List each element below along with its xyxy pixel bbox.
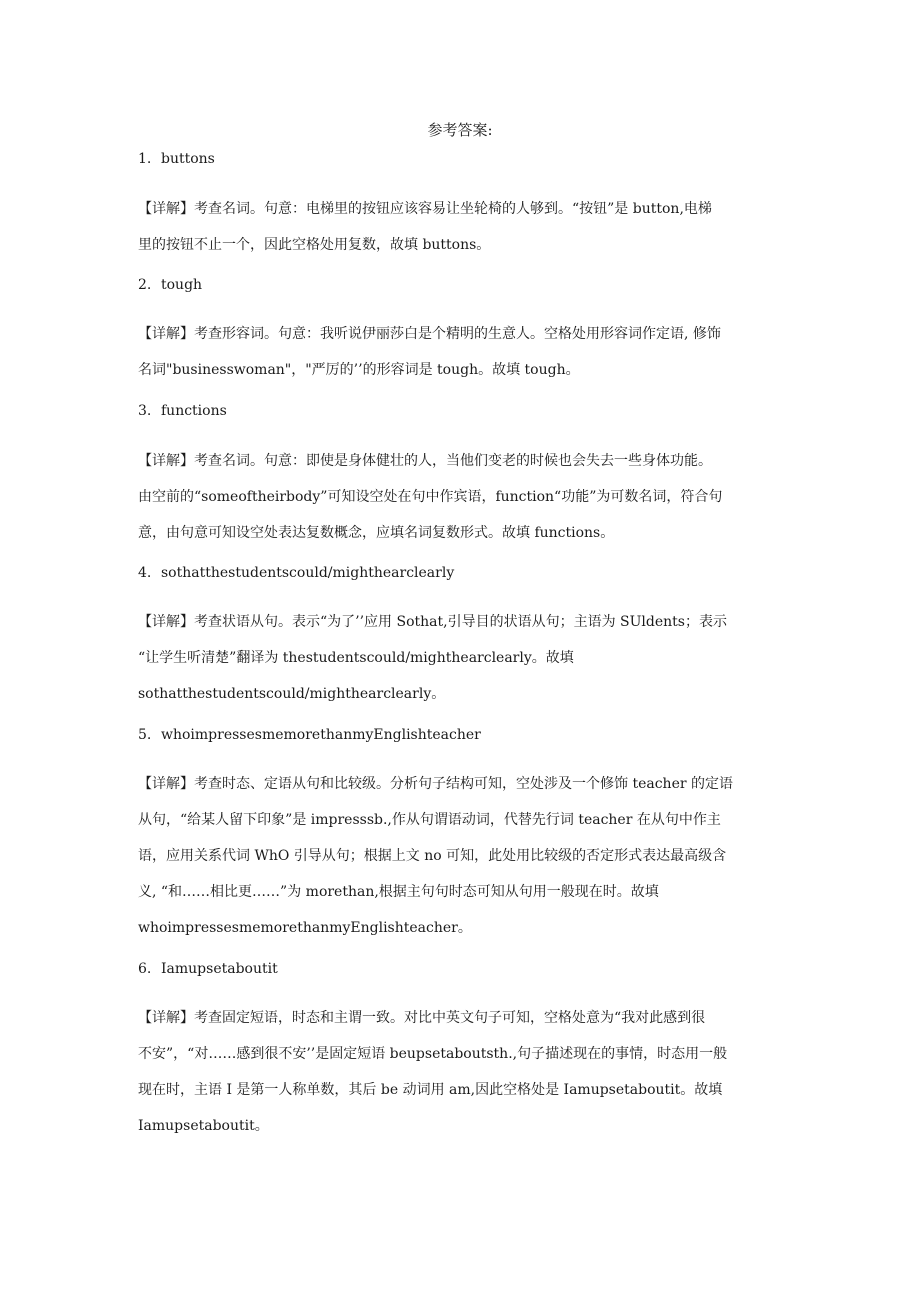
answer-number: 5.	[138, 727, 152, 743]
explanation-4	[138, 611, 778, 705]
explanation-line: whoimpressesmemorethanmyEnglishteacher。	[138, 920, 472, 936]
explanation-1	[138, 198, 778, 256]
explanation-line: 不安”，“对……感到很不安’’是固定短语 beupsetaboutsth.,句子描述现在的事情，时态用一般	[138, 1046, 728, 1062]
page-title: 参考答案:	[427, 121, 493, 139]
explanation-line: 里的按钮不止一个，因此空格处用复数，故填 buttons。	[138, 237, 491, 253]
answer-text: Iamupsetaboutit	[161, 961, 278, 977]
answer-2	[138, 274, 202, 296]
explanation-line: 义, “和……相比更……”为 morethan,根据主句句时态可知从句用一般现在时。故填	[138, 884, 659, 900]
answer-text: functions	[161, 403, 227, 419]
explanation-3	[138, 450, 778, 544]
explanation-line: Iamupsetaboutit。	[138, 1118, 269, 1134]
explanation-line: 【详解】考查固定短语，时态和主谓一致。对比中英文句子可知，空格处意为“我对此感到很	[138, 1010, 706, 1026]
explanation-line: 【详解】考查状语从句。表示“为了’’应用 Sothat,引导目的状语从句；主语为 SUldents；表示	[138, 614, 727, 630]
answer-number: 1.	[138, 151, 152, 167]
explanation-5	[138, 773, 778, 939]
answer-number: 4.	[138, 565, 152, 581]
answer-number: 3.	[138, 403, 152, 419]
explanation-line: 意，由句意可知设空处表达复数概念，应填名词复数形式。故填 functions。	[138, 525, 615, 541]
explanation-line: 【详解】考查形容词。句意：我听说伊丽莎白是个精明的生意人。空格处用形容词作定语, 修饰	[138, 326, 721, 342]
explanation-line: sothatthestudentscould/mighthearclearly。	[138, 686, 446, 702]
explanation-line: 语，应用关系代词 WhO 引导从句；根据上文 no 可知，此处用比较级的否定形式表达最高级含	[138, 848, 727, 864]
explanation-line: 【详解】考查名词。句意：电梯里的按钮应该容易让坐轮椅的人够到。“按钮”是 button,电梯	[138, 201, 712, 217]
explanation-line: 名词"businesswoman"，"严厉的’’的形容词是 tough。故填 tough。	[138, 362, 580, 378]
answer-3	[138, 400, 227, 422]
explanation-line: 【详解】考查时态、定语从句和比较级。分析句子结构可知，空处涉及一个修饰 teacher 的定语	[138, 776, 733, 792]
explanation-line: 由空前的“someoftheirbody”可知设空处在句中作宾语，function“功能”为可数名词，符合句	[138, 489, 723, 505]
answer-text: buttons	[161, 151, 215, 167]
explanation-6	[138, 1007, 778, 1137]
explanation-line: “让学生听清楚”翻译为 thestudentscould/mighthearclearly。故填	[138, 650, 574, 666]
answer-number: 2.	[138, 277, 152, 293]
answer-text: sothatthestudentscould/mighthearclearly	[161, 565, 455, 581]
answer-5	[138, 724, 481, 746]
explanation-line: 现在时，主语 I 是第一人称单数，其后 be 动词用 am,因此空格处是 Iamupsetaboutit。故填	[138, 1082, 723, 1098]
answer-number: 6.	[138, 961, 152, 977]
answer-4	[138, 562, 454, 584]
answer-1	[138, 148, 215, 170]
explanation-line: 从句，“给某人留下印象”是 impresssb.,作从句谓语动词，代替先行词 teacher 在从句中作主	[138, 812, 721, 828]
explanation-2	[138, 323, 778, 381]
explanation-line: 【详解】考查名词。句意：即使是身体健壮的人，当他们变老的时候也会失去一些身体功能。	[138, 453, 712, 469]
answer-6	[138, 958, 278, 980]
answer-text: whoimpressesmemorethanmyEnglishteacher	[161, 727, 481, 743]
answer-text: tough	[161, 277, 203, 293]
